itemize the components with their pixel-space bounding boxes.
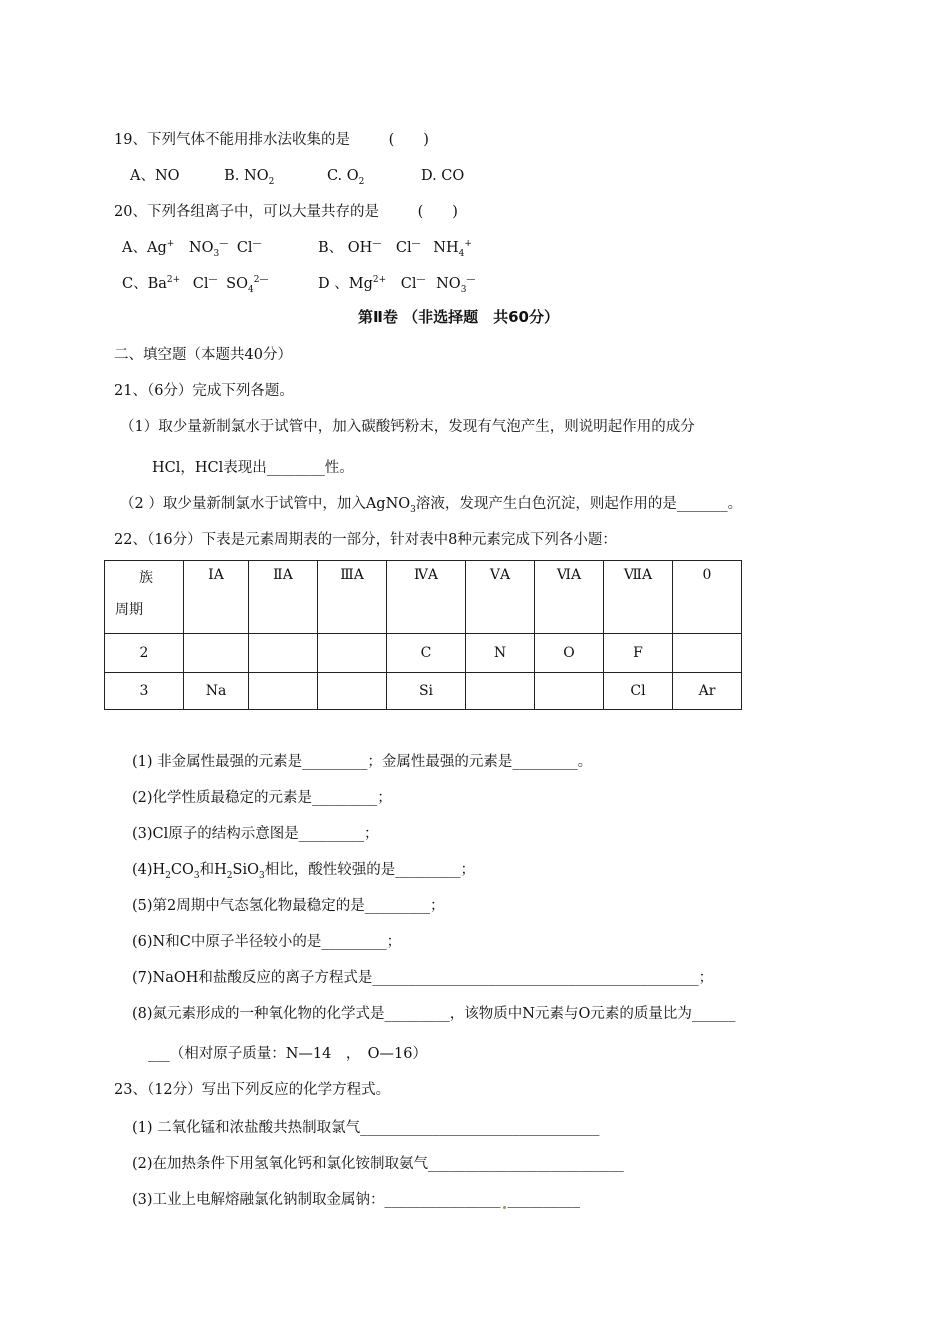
q20-a-sub2: 3 (213, 248, 220, 259)
q20-a-ion3: Cl (236, 240, 253, 256)
element-cell: F (604, 634, 673, 673)
q22-sub4-p5: 相比，酸性较强的是_________； (264, 862, 475, 878)
element-cell: Na (184, 673, 249, 710)
element-cell (318, 634, 387, 673)
q22-sub4 (132, 858, 475, 881)
q20-b-sup3: + (464, 239, 472, 250)
group-header-label: ⅡA (273, 567, 293, 583)
q20-c-sub3: 4 (247, 284, 254, 295)
q20-c-sup2: — (208, 275, 218, 286)
group-header-label: ⅢA (340, 567, 364, 583)
q22-sub4-p3: 和H (199, 862, 227, 878)
q20-b-sup1: — (372, 239, 382, 250)
q20-a-ion2: NO (188, 240, 214, 256)
group-header-label: ⅣA (413, 567, 439, 583)
q22-sub1: (1) 非金属性最强的元素是_________；金属性最强的元素是_________。 (132, 754, 593, 770)
q19-option-d: D. CO (420, 168, 465, 184)
q22-sub4-sub4: 3 (259, 870, 265, 881)
q20-c-ion1: C、Ba (122, 276, 167, 292)
q20-stem (114, 200, 458, 221)
q22-sub8-line2: ___（相对原子质量：N—14 ， O—16） (148, 1046, 427, 1062)
q21-part2-pre: （2 ）取少量新制氯水于试管中，加入AgNO (120, 496, 411, 512)
q21-part1-line2: HCl，HCl表现出________性。 (152, 460, 354, 476)
q22-sub4-p2: CO (170, 862, 194, 878)
element-cell: O (535, 634, 604, 673)
corner-label-period: 周期 (115, 602, 143, 618)
q23-stem: 23、（12分）写出下列反应的化学方程式。 (114, 1082, 391, 1098)
q22-sub3: (3)Cl原子的结构示意图是_________； (132, 826, 379, 842)
q19-option-c-sub: 2 (358, 176, 365, 187)
q22-sub4-p4: SiO (232, 862, 259, 878)
period-cell: 3 (105, 673, 184, 710)
group-header (318, 561, 387, 634)
q23-sub3-pre: (3)工业上电解熔融氯化钠制取金属钠：________________ (132, 1192, 501, 1208)
q22-sub2: (2)化学性质最稳定的元素是_________； (132, 790, 392, 806)
q20-b-ion1: B、 OH (318, 240, 373, 256)
group-header (604, 561, 673, 634)
table-header-row (105, 561, 742, 634)
q20-b-ion3: NH (433, 240, 459, 256)
q21-stem: 21、（6分）完成下列各题。 (114, 383, 294, 399)
table-row (105, 634, 742, 673)
element-cell (318, 673, 387, 710)
q20-d-sup3: — (466, 275, 476, 286)
element-cell: Cl (604, 673, 673, 710)
q22-stem: 22、（16分）下表是元素周期表的一部分，针对表中8种元素完成下列各小题： (114, 532, 617, 548)
element-cell: N (466, 634, 535, 673)
q19-stem-text: 19、下列气体不能用排水法收集的是 (114, 132, 350, 148)
q20-c-ion2: Cl (192, 276, 209, 292)
q19-option-b-sub: 2 (268, 176, 275, 187)
q23-sub1: (1) 二氧化锰和浓盐酸共热制取氯气_________________________________ (132, 1120, 600, 1136)
q22-sub8-line1: (8)氮元素形成的一种氧化物的化学式是_________，该物质中N元素与O元素的质量比为______ (132, 1006, 736, 1022)
q19-option-a: A、NO (130, 168, 180, 184)
q20-b-sup2: — (411, 239, 421, 250)
q20-option-b (318, 236, 472, 259)
q22-sub4-sub1: 2 (165, 870, 171, 881)
element-cell: Ar (673, 673, 742, 710)
q20-b-ion2: Cl (395, 240, 412, 256)
q19-option-c-text: C. O (326, 168, 359, 184)
q23-sub2: (2)在加热条件下用氢氧化钙和氯化铵制取氨气___________________________ (132, 1156, 624, 1172)
group-header-label: ⅤA (489, 567, 511, 583)
group-header (673, 561, 742, 634)
q19-options (130, 164, 464, 187)
q20-option-c (122, 272, 268, 295)
q20-paren: ( ) (417, 204, 458, 220)
q20-d-sub3: 3 (460, 284, 467, 295)
table-row (105, 673, 742, 710)
q19-option-b-text: B. NO (224, 168, 269, 184)
q22-sub4-sub2: 3 (193, 870, 200, 881)
group-header-label: 0 (702, 567, 712, 583)
group-header-label: ⅦA (623, 567, 653, 583)
element-cell (535, 673, 604, 710)
q20-d-ion1: D 、Mg (318, 276, 373, 292)
q20-b-sub3: 4 (458, 248, 465, 259)
q20-a-sup1: + (166, 239, 175, 250)
q20-stem-text: 20、下列各组离子中，可以大量共存的是 (114, 204, 379, 220)
q20-d-ion2: Cl (400, 276, 417, 292)
q21-part2-sub: 3 (410, 504, 416, 515)
group-header (535, 561, 604, 634)
q20-c-sup3: 2— (253, 275, 269, 286)
q20-a-ion1: A、Ag (122, 240, 167, 256)
q20-a-sup3: — (252, 239, 262, 250)
group-header (387, 561, 466, 634)
group-header (466, 561, 535, 634)
element-cell (466, 673, 535, 710)
section2-title: 二、填空题（本题共40分） (114, 347, 292, 363)
group-header-label: ⅠA (208, 567, 224, 583)
q20-d-sup2: — (416, 275, 426, 286)
element-cell (249, 634, 318, 673)
q22-sub4-sub3: 2 (226, 870, 233, 881)
q20-c-ion3: SO (226, 276, 248, 292)
corner-label-group: 族 (139, 570, 153, 586)
q22-sub5: (5)第2周期中气态氢化物最稳定的是_________； (132, 898, 445, 914)
element-cell: Si (387, 673, 466, 710)
q19-option-b (224, 168, 275, 187)
group-header (184, 561, 249, 634)
q23-sub3-post: __________ (507, 1192, 581, 1208)
element-cell (184, 634, 249, 673)
group-header-label: ⅥA (556, 567, 582, 583)
q20-c-sup1: 2+ (166, 275, 181, 286)
q19-stem (114, 128, 429, 149)
q21-part1-line1: （1）取少量新制氯水于试管中，加入碳酸钙粉末，发现有气泡产生，则说明起作用的成分 (120, 419, 695, 435)
element-cell: C (387, 634, 466, 673)
q19-option-c (326, 168, 365, 187)
q21-part2-post: 溶液，发现产生白色沉淀，则起作用的是_______。 (415, 496, 743, 512)
stray-dot-mark (503, 1206, 506, 1209)
q19-paren: ( ) (388, 132, 429, 148)
table-corner-cell (105, 561, 184, 634)
q20-option-a (122, 236, 262, 259)
part2-title: 第Ⅱ卷 （非选择题 共60分） (358, 308, 559, 326)
q23-sub3 (132, 1188, 580, 1209)
q21-part2 (120, 492, 742, 515)
periodic-table (104, 560, 742, 710)
q20-a-sup2: — (219, 239, 229, 250)
q22-sub4-p1: (4)H (132, 862, 166, 878)
period-cell: 2 (105, 634, 184, 673)
element-cell (249, 673, 318, 710)
q20-option-d (318, 272, 475, 295)
q20-d-ion3: NO (436, 276, 461, 292)
q22-sub7: (7)NaOH和盐酸反应的离子方程式是_____________________________________________； (132, 970, 714, 986)
group-header (249, 561, 318, 634)
element-cell (673, 634, 742, 673)
q22-sub6: (6)N和C中原子半径较小的是_________； (132, 934, 402, 950)
q20-d-sup1: 2+ (372, 275, 387, 286)
